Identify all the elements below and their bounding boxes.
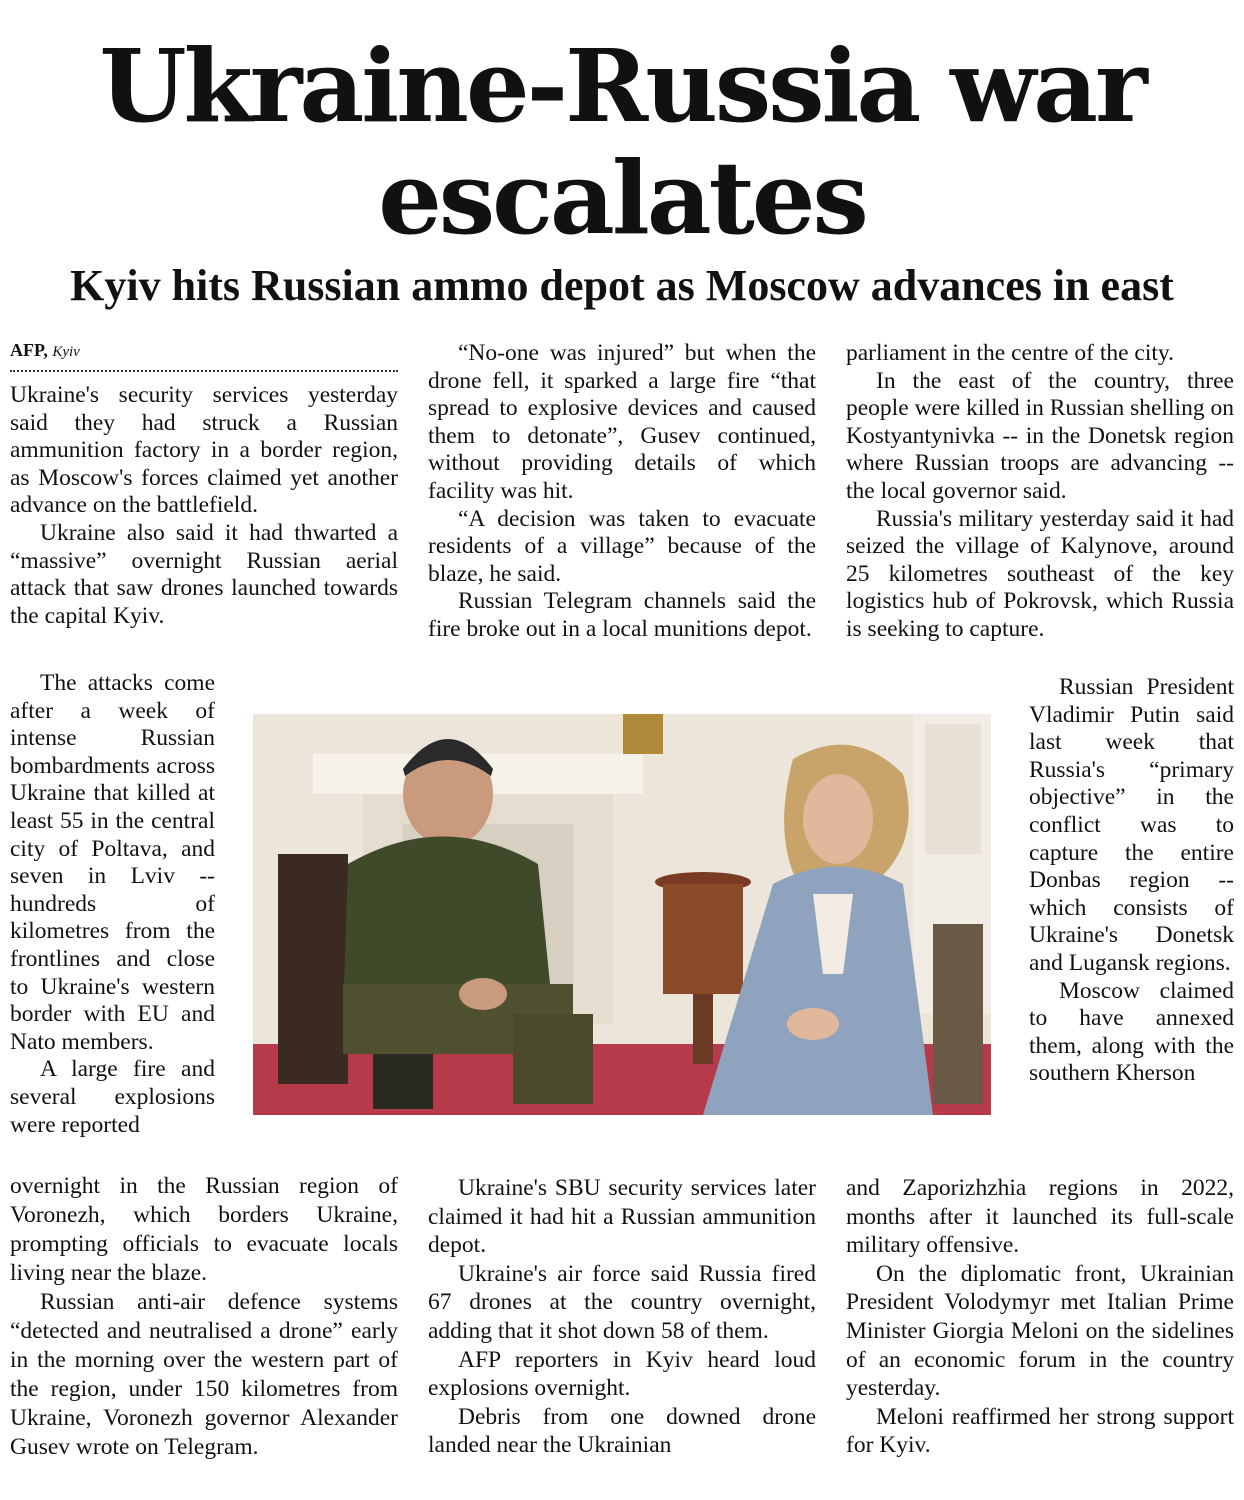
byline-location: Kyiv bbox=[52, 344, 80, 360]
paragraph: On the diplomatic front, Ukrainian President Volodymyr met Italian Prime Minister Giorgia Meloni on the sidelines of an economic forum in the country yesterday. bbox=[846, 1260, 1234, 1402]
byline bbox=[10, 338, 398, 372]
column-3-bottom bbox=[846, 1174, 1234, 1460]
paragraph: The attacks come after a week of intense Russian bombardments across Ukraine that killed at least 55 in the central city of Poltava, and seven in Lviv -- hundreds of kilometres from the frontlines and close to Ukraine's western border with EU and Nato members. bbox=[10, 670, 215, 1055]
paragraph: Meloni reaffirmed her strong support for Kyiv. bbox=[846, 1403, 1234, 1459]
subhead: Kyiv hits Russian ammo depot as Moscow advances in east bbox=[70, 261, 1174, 310]
paragraph: Russian Telegram channels said the fire broke out in a local munitions depot. bbox=[428, 588, 816, 642]
column-2-bottom bbox=[428, 1174, 816, 1460]
paragraph: AFP reporters in Kyiv heard loud explosions overnight. bbox=[428, 1346, 816, 1402]
paragraph: parliament in the centre of the city. bbox=[846, 340, 1174, 366]
paragraph: Ukraine's SBU security services later claimed it had hit a Russian ammunition depot. bbox=[428, 1175, 816, 1259]
byline-agency: AFP, bbox=[10, 340, 48, 360]
paragraph: and Zaporizhzhia regions in 2022, months after it launched its full-scale military offensive. bbox=[846, 1175, 1234, 1259]
paragraph: Ukraine's air force said Russia fired 67 drones at the country overnight, adding that it shot down 58 of them. bbox=[428, 1260, 816, 1344]
photo-zelensky-meloni-icon bbox=[253, 714, 991, 1115]
column-3-top bbox=[846, 340, 1234, 644]
paragraph: A large fire and several explosions were reported bbox=[10, 1056, 215, 1138]
paragraph: “A decision was taken to evacuate residents of a village” because of the blaze, he said. bbox=[428, 505, 816, 587]
paragraph: Russian President Vladimir Putin said last week that Russia's “primary objective” in the conflict was to capture the entire Donbas region -- which consists of Ukraine's Donetsk and Lugansk regions. bbox=[1029, 674, 1234, 976]
news-photo bbox=[253, 714, 991, 1115]
paragraph: overnight in the Russian region of Voronezh, which borders Ukraine, prompting officials to evacuate locals living near the blaze. bbox=[10, 1173, 398, 1286]
paragraph: “No-one was injured” but when the drone fell, it sparked a large fire “that spread to explosive devices and caused them to detonate”, Gusev continued, without providing details of which facility was hit. bbox=[428, 340, 816, 504]
column-2-top bbox=[428, 340, 816, 644]
column-1-top bbox=[10, 338, 398, 630]
paragraph: In the east of the country, three people were killed in Russian shelling on Kostyantynivka -- in the Donetsk region where Russian troops are advancing -- the local governor said. bbox=[846, 367, 1234, 504]
paragraph: Moscow claimed to have annexed them, along with the southern Kherson bbox=[1029, 977, 1234, 1087]
paragraph: Russian anti-air defence systems “detected and neutralised a drone” early in the morning over the western part of the region, under 150 kilometres from Ukraine, Voronezh governor Alexander Gusev wrote on Telegram. bbox=[10, 1289, 398, 1460]
paragraph: Ukraine's security services yesterday said they had struck a Russian ammunition factory in a border region, as Moscow's forces claimed yet another advance on the battlefield. bbox=[10, 382, 398, 519]
paragraph: Russia's military yesterday said it had seized the village of Kalynove, around 25 kilometres southeast of the key logistics hub of Pokrovsk, which Russia is seeking to capture. bbox=[846, 505, 1234, 642]
headline: Ukraine-Russia war escalates bbox=[99, 27, 1145, 257]
column-3-wrap bbox=[1029, 674, 1234, 1088]
column-1-wrap bbox=[10, 670, 215, 1139]
paragraph: Debris from one downed drone landed near the Ukrainian bbox=[428, 1403, 816, 1459]
paragraph: Ukraine also said it had thwarted a “massive” overnight Russian aerial attack that saw drones launched towards the capital Kyiv. bbox=[10, 519, 398, 629]
column-1-bottom bbox=[10, 1172, 398, 1462]
